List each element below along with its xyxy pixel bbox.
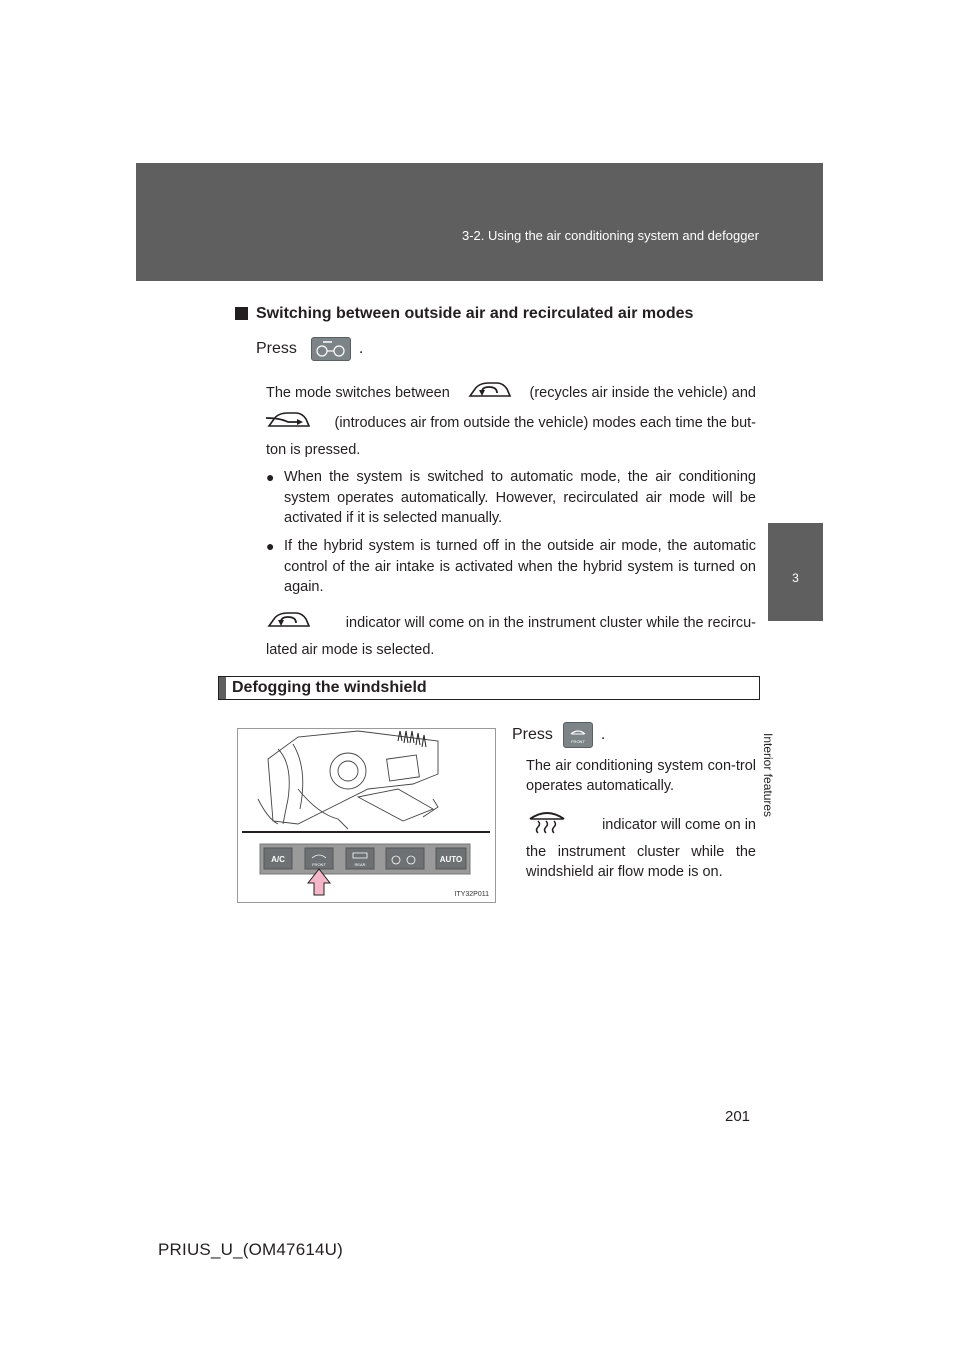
header-band: [136, 163, 823, 281]
heading-bar: [219, 677, 226, 699]
bullet-text: When the system is switched to automatic mode, the air conditioning system operates automatically. However, recirculated air mode will be activated if it is selected manually.: [284, 469, 756, 526]
recirculated-air-indicator-icon: [266, 609, 312, 637]
defog-paragraph: The air conditioning system con-trol operates automatically.: [526, 758, 756, 794]
defog-indicator-a: indicator will come on in: [602, 817, 756, 833]
defog-indicator-b: the instrument cluster while the windshield air flow mode is on.: [526, 844, 756, 880]
defog-heading-box: [218, 676, 760, 700]
footer-model-code: PRIUS_U_(OM47614U): [158, 1240, 343, 1259]
defog-press-instruction: [512, 722, 605, 748]
bullet-dot: ●: [266, 469, 275, 485]
press-word: Press: [256, 340, 297, 357]
square-bullet-icon: [235, 307, 248, 320]
press-period: .: [600, 726, 606, 743]
mode-paragraph: [266, 380, 756, 460]
bullet-item: [266, 536, 756, 598]
bullet-item: [266, 467, 756, 529]
indicator-paragraph: [266, 610, 756, 660]
outside-air-icon: [266, 409, 312, 437]
section-header: 3-2. Using the air conditioning system and defogger: [461, 228, 759, 243]
press-period: .: [358, 340, 364, 357]
para1-d: ton is pressed.: [266, 442, 361, 458]
windshield-defog-button-icon: [563, 722, 593, 748]
indicator-b: lated air mode is selected.: [266, 642, 435, 658]
page-number: 201: [725, 1108, 751, 1125]
dashboard-figure: [237, 728, 496, 903]
front-sublabel: FRONT: [312, 862, 326, 867]
rear-sublabel: REAR: [354, 862, 366, 867]
section-title: [238, 305, 693, 323]
recirculated-air-icon: [467, 379, 513, 407]
bullet-text: If the hybrid system is turned off in the outside air mode, the automatic control of the air intake is activated when the hybrid system is turned on again.: [284, 538, 756, 595]
chapter-title-vertical: [761, 640, 793, 818]
chapter-number: 3: [792, 571, 799, 585]
press-instruction: [256, 337, 363, 361]
chapter-tab: [768, 523, 823, 621]
figure-code: ITY32P011: [454, 891, 489, 898]
windshield-defog-indicator-icon: [526, 809, 568, 841]
dashboard-illustration: [238, 729, 495, 902]
para1-c: (introduces air from outside the vehicle) modes each time the but-: [334, 415, 756, 431]
para1-b: (recycles air inside the vehicle) and: [529, 385, 756, 401]
svg-text:FRONT: FRONT: [571, 739, 585, 744]
bullet-dot: ●: [266, 538, 275, 554]
air-intake-button-icon: [311, 337, 351, 361]
section-title-text: Switching between outside air and recirculated air modes: [256, 305, 694, 322]
defog-indicator-paragraph: [526, 812, 756, 882]
indicator-a: indicator will come on in the instrument cluster while the recircu-: [345, 615, 756, 631]
auto-button-label: AUTO: [439, 855, 463, 864]
press-word: Press: [512, 726, 553, 743]
chapter-title: Interior features: [761, 733, 775, 818]
defog-heading: Defogging the windshield: [232, 679, 427, 696]
ac-button-label: A/C: [271, 855, 285, 864]
para1-a: The mode switches between: [266, 385, 450, 401]
